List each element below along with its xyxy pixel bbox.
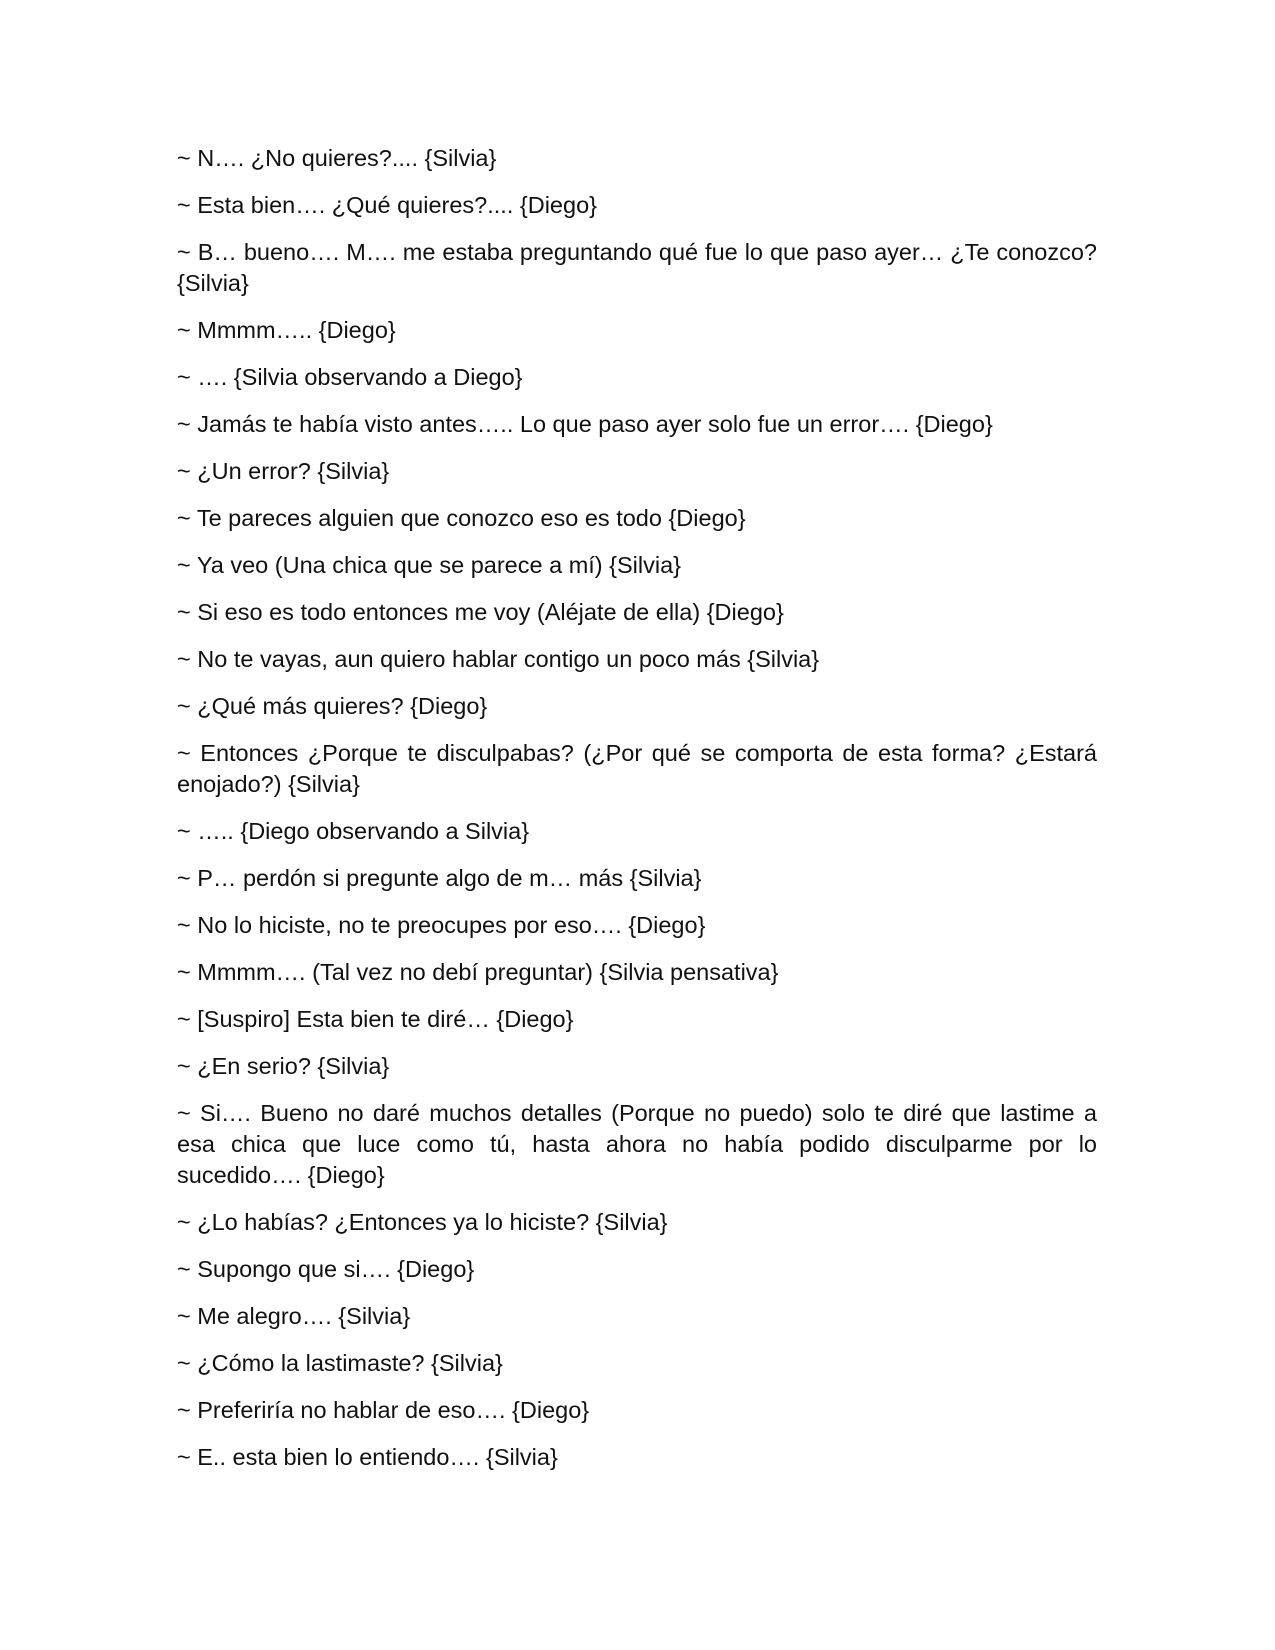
dialogue-line: ~ Mmmm….. {Diego} <box>177 317 396 343</box>
dialogue-line: ~ N…. ¿No quieres?.... {Silvia} <box>177 145 497 171</box>
dialogue-line: ~ Preferiría no hablar de eso…. {Diego} <box>177 1397 590 1423</box>
dialogue-line: ~ Supongo que si…. {Diego} <box>177 1256 475 1282</box>
dialogue-line: ~ Si…. Bueno no daré muchos detalles (Porque no puedo) solo te diré que lastime a esa chica que luce como tú, hasta ahora no había podido disculparme por lo sucedido…. {Diego} <box>177 1100 1097 1188</box>
dialogue-line: ~ P… perdón si pregunte algo de m… más {Silvia} <box>177 865 702 891</box>
dialogue-line: ~ No te vayas, aun quiero hablar contigo un poco más {Silvia} <box>177 646 820 672</box>
dialogue-line: ~ No lo hiciste, no te preocupes por eso…. {Diego} <box>177 912 706 938</box>
dialogue-line: ~ ¿En serio? {Silvia} <box>177 1053 390 1079</box>
dialogue-line: ~ ¿Cómo la lastimaste? {Silvia} <box>177 1350 503 1376</box>
dialogue-line: ~ Te pareces alguien que conozco eso es todo {Diego} <box>177 505 746 531</box>
dialogue-line: ~ ¿Lo habías? ¿Entonces ya lo hiciste? {Silvia} <box>177 1209 668 1235</box>
dialogue-line: ~ [Suspiro] Esta bien te diré… {Diego} <box>177 1006 574 1032</box>
dialogue-line: ~ …. {Silvia observando a Diego} <box>177 364 523 390</box>
dialogue-line: ~ ¿Un error? {Silvia} <box>177 458 390 484</box>
dialogue-line: ~ ¿Qué más quieres? {Diego} <box>177 693 488 719</box>
dialogue-line: ~ Jamás te había visto antes….. Lo que paso ayer solo fue un error…. {Diego} <box>177 411 993 437</box>
dialogue-line: ~ E.. esta bien lo entiendo…. {Silvia} <box>177 1444 558 1470</box>
dialogue-line: ~ Si eso es todo entonces me voy (Aléjate de ella) {Diego} <box>177 599 784 625</box>
dialogue-body <box>177 143 1097 1489</box>
dialogue-line: ~ Mmmm…. (Tal vez no debí preguntar) {Silvia pensativa} <box>177 959 779 985</box>
dialogue-line: ~ Ya veo (Una chica que se parece a mí) {Silvia} <box>177 552 682 578</box>
dialogue-line: ~ Entonces ¿Porque te disculpabas? (¿Por qué se comporta de esta forma? ¿Estará enojado?) {Silvia} <box>177 740 1097 797</box>
dialogue-line: ~ Me alegro…. {Silvia} <box>177 1303 411 1329</box>
dialogue-line: ~ ….. {Diego observando a Silvia} <box>177 818 530 844</box>
dialogue-line: ~ Esta bien…. ¿Qué quieres?.... {Diego} <box>177 192 597 218</box>
dialogue-line: ~ B… bueno…. M…. me estaba preguntando qué fue lo que paso ayer… ¿Te conozco? {Silvia} <box>177 239 1097 296</box>
